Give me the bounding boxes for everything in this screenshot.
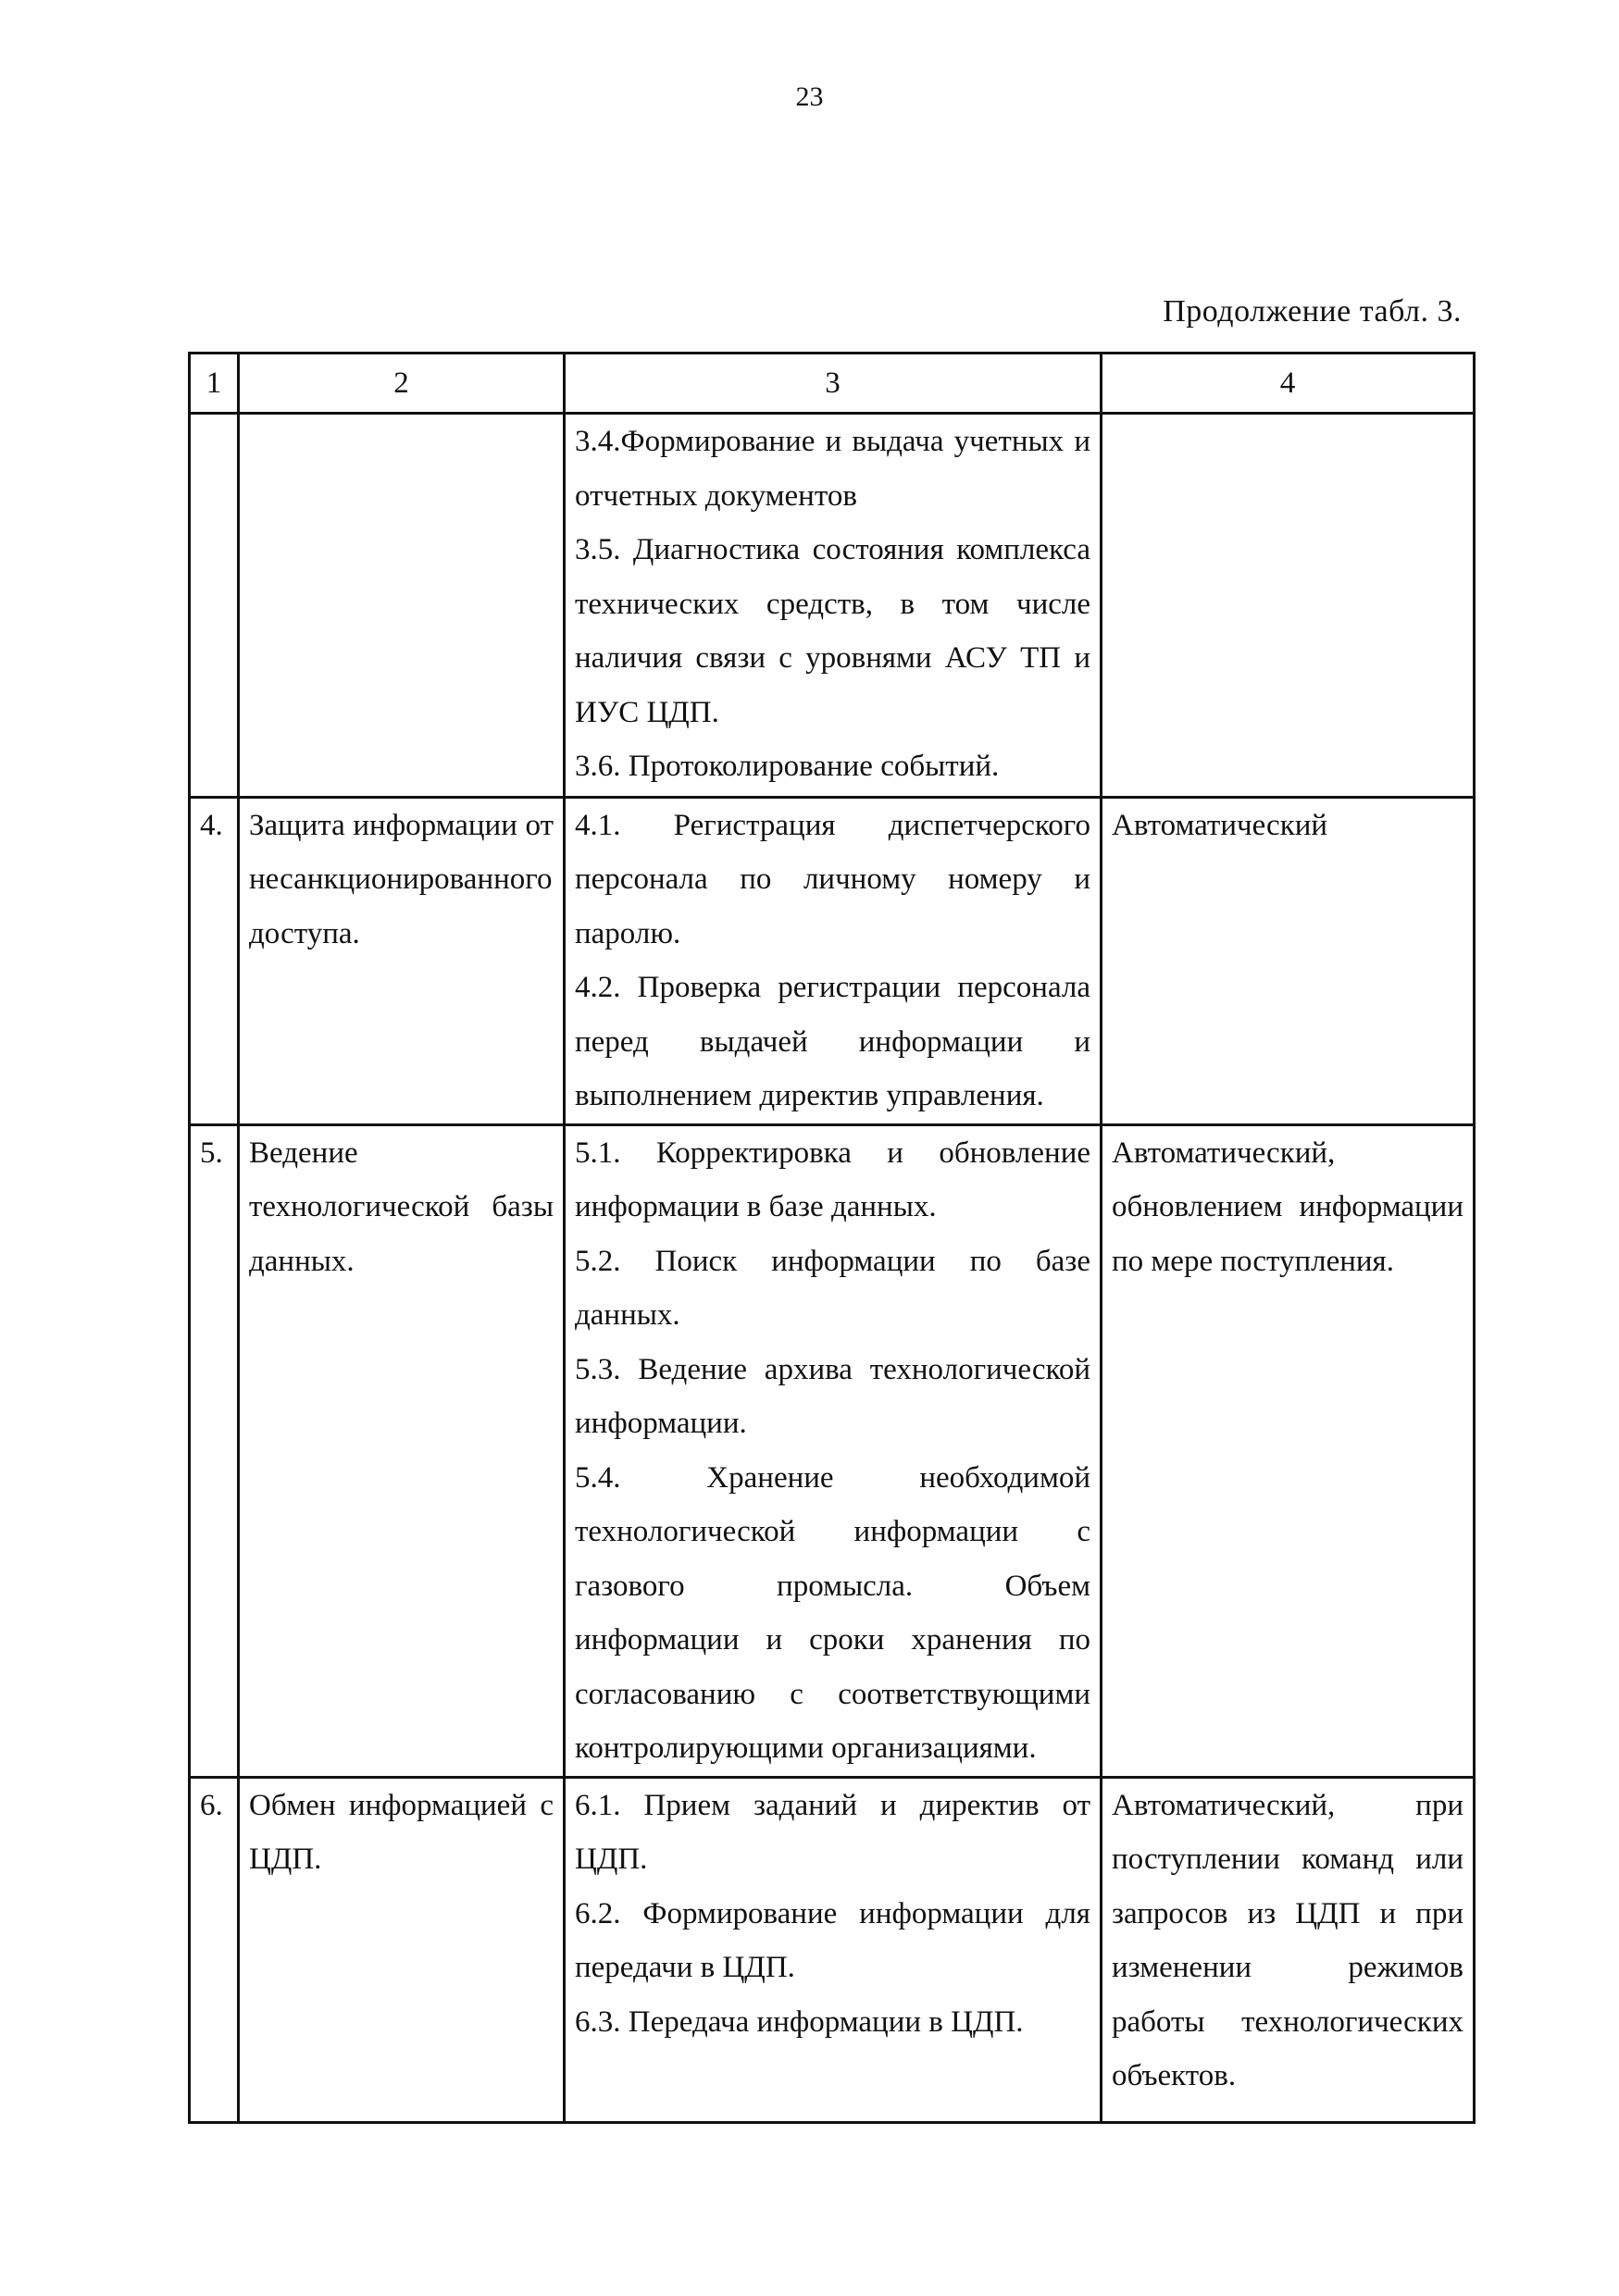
operation-item: 6.3. Передача информации в ЦДП. xyxy=(575,2004,1024,2039)
row-operations xyxy=(565,1124,1102,1777)
row-function xyxy=(239,1124,565,1777)
table-header-row xyxy=(190,354,1475,414)
functions-table xyxy=(188,352,1476,2124)
function-text: Ведение технологической базы данных. xyxy=(249,1136,554,1278)
row-operations xyxy=(565,1777,1102,2122)
row-function xyxy=(239,1777,565,2122)
operation-item: 5.2. Поиск информации по базе данных. xyxy=(575,1244,1090,1332)
operation-item: 6.2. Формирование информации для передачи в ЦДП. xyxy=(575,1896,1090,1984)
row-function xyxy=(239,797,565,1124)
function-text: Обмен информацией с ЦДП. xyxy=(249,1788,554,1876)
operation-item: 3.6. Протоколирование событий. xyxy=(575,750,1000,783)
table-continuation-label: Продолжение табл. 3. xyxy=(1163,294,1462,329)
operation-item: 3.4.Формирование и выдача учетных и отчетных документов xyxy=(575,425,1090,513)
mode-text: Автоматический xyxy=(1112,808,1328,842)
row-number: 5. xyxy=(190,1124,239,1777)
row-mode xyxy=(1102,414,1475,798)
row-function xyxy=(239,414,565,798)
mode-text: Автоматический, обновлением информации по мере поступления. xyxy=(1112,1136,1463,1278)
header-col-4: 4 xyxy=(1102,354,1475,414)
operation-item: 4.1. Регистрация диспетчерского персонала по личному номеру и паролю. xyxy=(575,808,1090,950)
function-text: Защита информации от несанкционированного доступа. xyxy=(249,808,554,950)
row-number: 4. xyxy=(190,797,239,1124)
header-col-1: 1 xyxy=(190,354,239,414)
table-row xyxy=(190,1124,1475,1777)
operation-item: 3.5. Диагностика состояния комплекса технических средств, в том числе наличия связи с уровнями АСУ ТП и ИУС ЦДП. xyxy=(575,533,1090,729)
operation-item: 5.4. Хранение необходимой технологической информации с газового промысла. Объем информации и сроки хранения по согласованию с соответствующими контролирующими организациями. xyxy=(575,1460,1090,1765)
header-col-3: 3 xyxy=(565,354,1102,414)
row-number xyxy=(190,414,239,798)
row-mode xyxy=(1102,1124,1475,1777)
row-mode xyxy=(1102,1777,1475,2122)
mode-text: Автоматический, при поступлении команд или запросов из ЦДП и при изменении режимов работы технологических объектов. xyxy=(1112,1788,1463,2092)
operation-item: 6.1. Прием заданий и директив от ЦДП. xyxy=(575,1788,1090,1876)
operation-item: 4.2. Проверка регистрации персонала перед выдачей информации и выполнением директив управления. xyxy=(575,971,1090,1112)
operation-item: 5.3. Ведение архива технологической информации. xyxy=(575,1352,1090,1440)
header-col-2: 2 xyxy=(239,354,565,414)
page-number: 23 xyxy=(795,81,824,112)
operation-item: 5.1. Корректировка и обновление информации в базе данных. xyxy=(575,1136,1090,1223)
table-row xyxy=(190,414,1475,798)
row-number: 6. xyxy=(190,1777,239,2122)
row-operations xyxy=(565,797,1102,1124)
table-row xyxy=(190,1777,1475,2122)
table-row xyxy=(190,797,1475,1124)
row-operations xyxy=(565,414,1102,798)
row-mode xyxy=(1102,797,1475,1124)
